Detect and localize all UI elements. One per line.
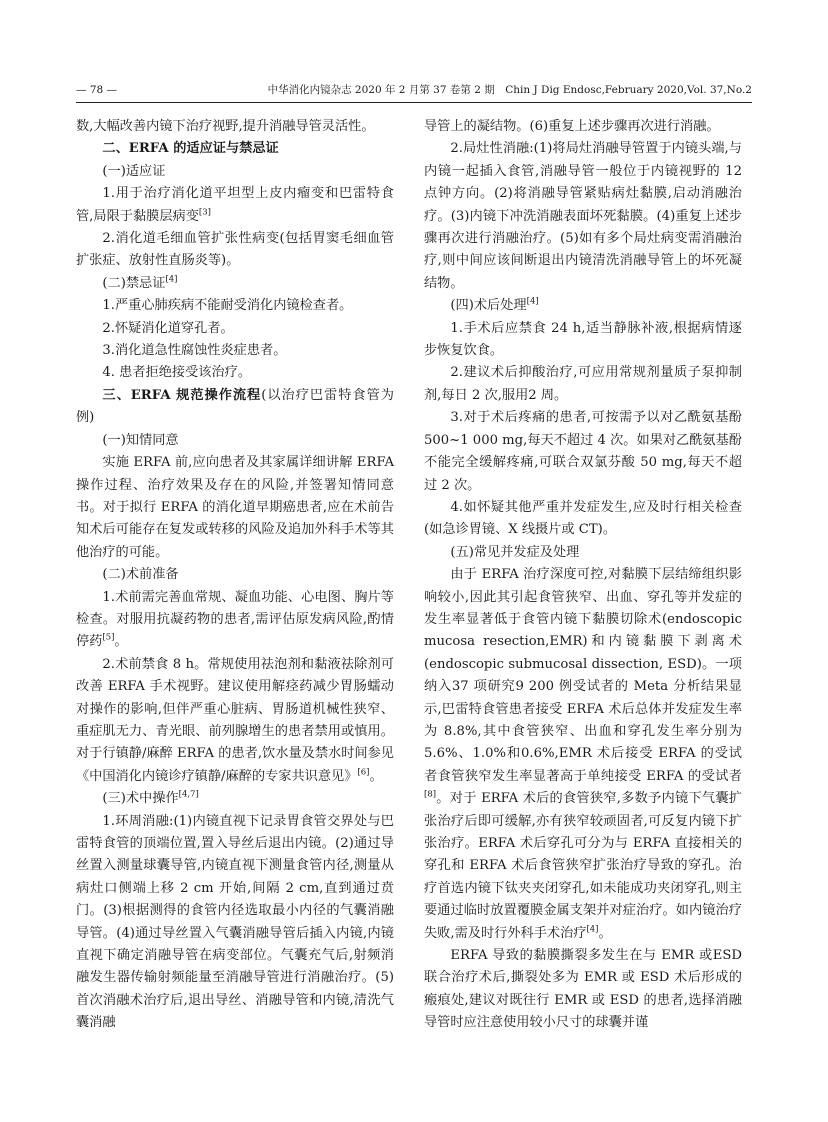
list-item: 1.严重心肺疾病不能耐受消化内镜检查者。 [102,298,353,314]
header-rule [76,102,752,103]
subsection-heading: (一)适应证 [102,163,166,179]
subsection-heading-text: (二)禁忌证 [102,275,166,291]
list-item: 1.手术后应禁食 24 h,适当静脉补液,根据病情逐步恢复饮食。 [424,320,742,359]
citation: [4] [165,274,178,285]
citation: [5] [102,632,115,643]
citation: [4,7] [178,789,199,800]
paragraph-text: 1.术前需完善血常规、凝血功能、心电图、胸片等检查。对服用抗凝药物的患者,需评估原发病风险,酌情停药 [76,589,394,650]
paragraph: 数,大幅改善内镜下治疗视野,提升消融导管灵活性。 [76,119,375,134]
subsection-heading [76,273,394,295]
list-item-text: 1.用于治疗消化道平坦型上皮内瘤变和巴雷特食管,局限于黏膜层病变 [76,186,394,224]
subsection-heading-text: (四)术后处理 [450,298,527,314]
citation: [3] [198,207,211,218]
paragraph: 2.局灶性消融:(1)将局灶消融导管置于内镜头端,与内镜一起插入食管,消融导管一般位于内镜视野的 12 点钟方向。(2)将消融导管紧贴病灶黏膜,启动消融治疗。(3)内镜下冲洗消融表面坏死黏膜。(4)重复上述步骤再次进行消融治疗。(5)如有多个局灶病变需消融治疗,则中间应该间断退出内镜清洗消融导管上的坏死凝结物。 [424,141,742,291]
left-column [76,116,394,1035]
paragraph: 2.术前禁食 8 h。常规使用祛泡剂和黏液祛除剂可改善 ERFA 手术视野。建议使用解痉药减少胃肠蠕动对操作的影响,但伴严重心脏病、胃肠道机械性狭窄、重症肌无力、青光眼、前列腺增生的患者禁用或慎用。对于行镇静/麻醉 ERFA 的患者,饮水量及禁水时间参见《中国消化内镜诊疗镇静/麻醉的专家共识意见》[6]。 [76,656,394,784]
section-heading-indications: 二、ERFA 的适应证与禁忌证 [102,141,279,157]
list-item: 4. 患者拒绝接受该治疗。 [102,365,252,381]
list-item [76,183,394,228]
citation: [6] [357,767,370,778]
paragraph: 1.环周消融:(1)内镜直视下记录胃食管交界处与巴雷特食管的顶端位置,置入导丝后退出内镜。(2)通过导丝置入测量球囊导管,内镜直视下测量食管内径,测量从病灶口侧端上移 2 cm 开始,间隔 2 cm,直到通过贲门。(3)根据测得的食管内径选取最小内径的气囊消融导管。(4)通过导丝置入气囊消融导管后插入内镜,内镜直视下确定消融导管在病变部位。气囊充气后,射频消融发生器传输射频能量至消融导管进行消融治疗。(5)首次消融术治疗后,退出导丝、消融导管和内镜,清洗气囊消融 [76,813,394,1031]
paragraph: 1.术前需完善血常规、凝血功能、心电图、胸片等检查。对服用抗凝药物的患者,需评估原发病风险,酌情停药[5]。 [76,589,394,650]
subsection-heading [424,295,742,317]
subsection-heading-text: (三)术中操作 [102,791,179,807]
section-heading-bold: 三、ERFA 规范操作流程 [102,387,262,403]
list-item: 2.怀疑消化道穿孔者。 [102,320,234,336]
subsection-heading [76,788,394,810]
list-item: 2.消化道毛细血管扩张性病变(包括胃窦毛细血管扩张症、放射性直肠炎等)。 [76,231,394,269]
paragraph: 实施 ERFA 前,应向患者及其家属详细讲解 ERFA 操作过程、治疗效果及存在的风险,并签署知情同意书。对于拟行 ERFA 的消化道早期癌患者,应在术前告知术后可能存在复发或转移的风险及追加外科手术等其他治疗的可能。 [76,455,394,560]
citation: [8] [424,789,437,800]
paragraph: 由于 ERFA 治疗深度可控,对黏膜下层结缔组织影响较小,因此其引起食管狭窄、出血、穿孔等并发症的发生率显著低于食管内镜下黏膜切除术(endoscopic mucosa resection,EMR)和内镜黏膜下剥离术(endoscopic submucosal dissection, ESD)。一项纳入37 项研究9 200 例受试者的 Meta 分析结果显示,巴雷特食管患者接受 ERFA 术后总体并发症发生率为 8.8%,其中食管狭窄、出血和穿孔发生率分别为5.6%、1.0%和0.6%,EMR 术后接受 ERFA 的受试者食管狭窄发生率显著高于单纯接受 ERFA 的受试者[8]。对于 ERFA 术后的食管狭窄,多数予内镜下气囊扩张治疗后即可缓解,亦有狭窄较顽固者,可反复内镜下扩张治疗。ERFA 术后穿孔可分为与 ERFA 直接相关的穿孔和 ERFA 术后食管狭窄扩张治疗导致的穿孔。治疗首选内镜下钛夹夹闭穿孔,如未能成功夹闭穿孔,则主要通过临时放置覆膜金属支架并对症治疗。如内镜治疗失败,需及时行外科手术治疗[4]。 [424,567,742,941]
paragraph: 导管上的凝结物。(6)重复上述步骤再次进行消融。 [424,119,720,134]
list-item: 3.对于术后疼痛的患者,可按需予以对乙酰氨基酚 500~1 000 mg,每天不超过 4 次。如果对乙酰氨基酚不能完全缓解疼痛,可联合双氯芬酸 50 mg,每天不超过 2 次。 [424,410,742,493]
list-item: 3.消化道急性腐蚀性炎症患者。 [102,343,287,359]
paragraph: ERFA 导致的黏膜撕裂多发生在与 EMR 或ESD 联合治疗术后,撕裂处多为 EMR 或 ESD 术后形成的瘢痕处,建议对既往行 EMR 或 ESD 的患者,选择消融导管时应注意使用较小尺寸的球囊并谨 [424,948,742,1031]
list-item: 2.建议术后抑酸治疗,可应用常规剂量质子泵抑制剂,每日 2 次,服用2 周。 [424,365,742,403]
paragraph-text: 。对于 ERFA 术后的食管狭窄,多数予内镜下气囊扩张治疗后即可缓解,亦有狭窄较顽固者,可反复内镜下扩张治疗。ERFA 术后穿孔可分为与 ERFA 直接相关的穿孔和 ERFA 术后食管狭窄扩张治疗导致的穿孔。治疗首选内镜下钛夹夹闭穿孔,如未能成功夹闭穿孔,则主要通过临时放置覆膜金属支架并对症治疗。如内镜治疗失败,需及时行外科手术治疗 [424,791,742,941]
list-item: 4.如怀疑其他严重并发症发生,应及时行相关检查(如急诊胃镜、X 线摄片或 CT)。 [424,499,742,538]
right-column [424,116,742,1035]
journal-citation: 中华消化内镜杂志 2020 年 2 月第 37 卷第 2 期 Chin J Dig Endosc,February 2020,Vol. 37,No.2 [267,84,752,96]
subsection-heading: (二)术前准备 [102,567,179,583]
page-number: — 78 — [76,84,118,96]
running-header [76,80,752,100]
paragraph-text: 2.术前禁食 8 h。常规使用祛泡剂和黏液祛除剂可改善 ERFA 手术视野。建议使用解痉药减少胃肠蠕动对操作的影响,但伴严重心脏病、胃肠道机械性狭窄、重症肌无力、青光眼、前列腺增生的患者禁用或慎用。对于行镇静/麻醉 ERFA 的患者,饮水量及禁水时间参见《中国消化内镜诊疗镇静/麻醉的专家共识意见》 [76,656,394,784]
paragraph-text: 由于 ERFA 治疗深度可控,对黏膜下层结缔组织影响较小,因此其引起食管狭窄、出血、穿孔等并发症的发生率显著低于食管内镜下黏膜切除术(endoscopic mucosa resection,EMR)和内镜黏膜下剥离术(endoscopic submucosal dissection, ESD)。一项纳入37 项研究9 200 例受试者的 Meta 分析结果显示,巴雷特食管患者接受 ERFA 术后总体并发症发生率为 8.8%,其中食管狭窄、出血和穿孔发生率分别为5.6%、1.0%和0.6%,EMR 术后接受 ERFA 的受试者食管狭窄发生率显著高于单纯接受 ERFA 的受试者 [424,567,742,784]
section-heading-rest: (以治疗巴雷特食管为例) [76,387,394,426]
subsection-heading: (五)常见并发症及处理 [450,544,580,560]
section-heading-procedure [76,385,394,430]
citation: [4] [526,296,539,307]
subsection-heading: (一)知情同意 [102,432,179,448]
citation: [4] [586,924,599,935]
